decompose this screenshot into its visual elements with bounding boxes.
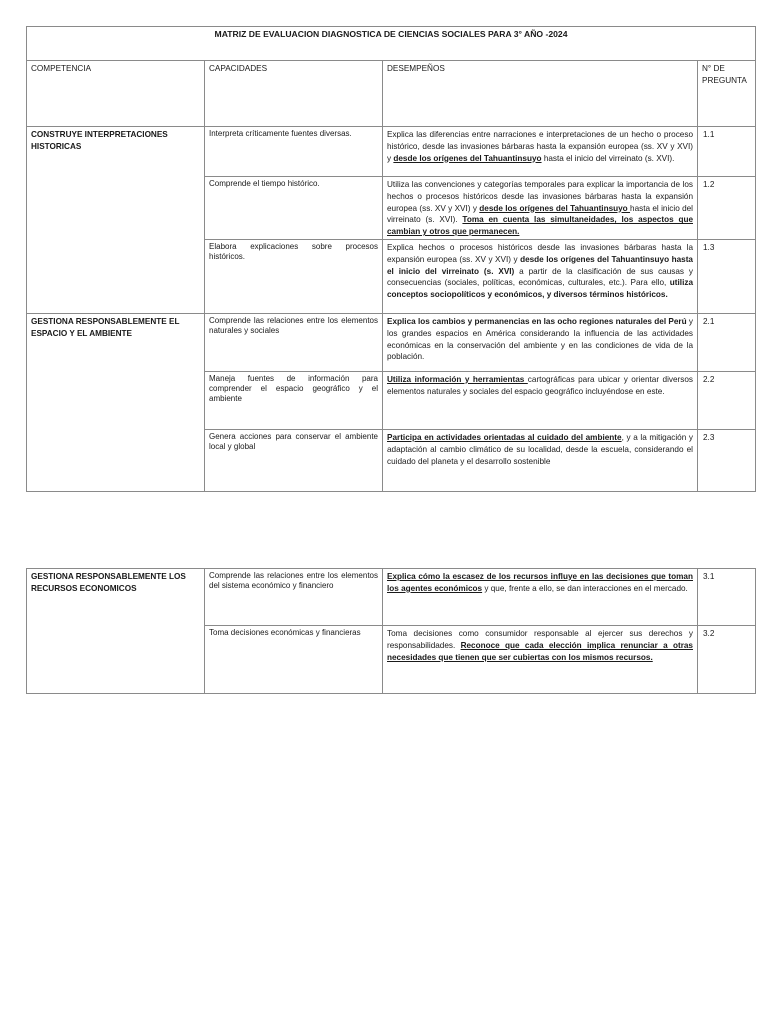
capacidad-cell: Genera acciones para conservar el ambiente local y global — [205, 429, 383, 491]
desempeno-text: Utiliza las convenciones y categorías temporales para explicar la importancia de los hechos o procesos históricos desde las invasiones bárbaras hasta la expansión europea (ss. XV y XVI) y — [387, 180, 693, 213]
desempeno-emphasis: Toma en cuenta las simultaneidades, los aspectos que cambian y otros que permanecen. — [387, 215, 693, 237]
table-row — [27, 569, 756, 626]
desempeno-text: Explica las diferencias entre narraciones e interpretaciones de un hecho o proceso histórico, desde las invasiones bárbaras hasta la expansión europea (ss. XV y XVI) y — [387, 130, 693, 163]
capacidad-cell: Toma decisiones económicas y financieras — [205, 626, 383, 694]
desempeno-cell — [383, 429, 698, 491]
desempeno-text: a partir de la clasificación de sus causas y consecuencias (sociales, políticas, económicas, culturales, etc.). Para ello, — [387, 266, 693, 288]
pregunta-number: 2.1 — [698, 313, 756, 371]
desempeno-emphasis: Participa en actividades orientadas al cuidado del ambiente — [387, 432, 622, 442]
capacidad-cell: Comprende las relaciones entre los elementos naturales y sociales — [205, 313, 383, 371]
desempeno-text: y que, frente a ello, se dan interacciones en el mercado. — [482, 583, 688, 593]
header-row — [27, 61, 756, 127]
evaluation-matrix-table — [26, 26, 756, 492]
pregunta-number: 2.2 — [698, 371, 756, 429]
header-desempenos: DESEMPEÑOS — [383, 61, 698, 127]
desempeno-text: hasta el inicio del virreinato (s. XVI). — [387, 203, 694, 225]
header-capacidades: CAPACIDADES — [205, 61, 383, 127]
desempeno-cell — [383, 569, 698, 626]
pregunta-number: 3.2 — [698, 626, 756, 694]
pregunta-number: 1.2 — [698, 177, 756, 240]
desempeno-emphasis: desde los orígenes del Tahuantinsuyo — [479, 203, 631, 213]
capacidad-cell: Comprende el tiempo histórico. — [205, 177, 383, 240]
document-title-cell — [27, 27, 756, 61]
desempeno-cell — [383, 239, 698, 313]
table-row — [27, 127, 756, 177]
desempeno-text: hasta el inicio del virreinato (s. XVI). — [541, 153, 675, 163]
capacidad-cell: Comprende las relaciones entre los elementos del sistema económico y financiero — [205, 569, 383, 626]
pregunta-number: 1.3 — [698, 239, 756, 313]
desempeno-emphasis: desde los orígenes del Tahuantinsuyo — [393, 153, 542, 163]
table-row — [27, 313, 756, 371]
desempeno-cell — [383, 313, 698, 371]
desempeno-emphasis: Explica cómo la escasez de los recursos influye en las decisiones que toman los agentes económicos — [387, 572, 693, 593]
competencia-cell: GESTIONA RESPONSABLEMENTE LOS RECURSOS ECONOMICOS — [27, 569, 205, 694]
desempeno-emphasis: Reconoce que cada elección implica renunciar a otras necesidades que tienen que ser cubiertas con los mismos recursos. — [387, 640, 693, 662]
header-pregunta: N° DE PREGUNTA — [698, 61, 756, 127]
capacidad-cell: Elabora explicaciones sobre procesos históricos. — [205, 239, 383, 313]
evaluation-matrix-table-continued — [26, 568, 756, 694]
capacidad-cell: Interpreta críticamente fuentes diversas. — [205, 127, 383, 177]
competencia-cell: GESTIONA RESPONSABLEMENTE EL ESPACIO Y EL AMBIENTE — [27, 313, 205, 491]
capacidad-cell: Maneja fuentes de información para comprender el espacio geográfico y el ambiente — [205, 371, 383, 429]
desempeno-cell — [383, 177, 698, 240]
pregunta-number: 1.1 — [698, 127, 756, 177]
header-competencia: COMPETENCIA — [27, 61, 205, 127]
pregunta-number: 2.3 — [698, 429, 756, 491]
desempeno-bold: desde los orígenes del Tahuantinsuyo hasta el inicio del virreinato (s. XVI) — [387, 254, 693, 276]
desempeno-emphasis: Utiliza información y herramientas — [387, 374, 528, 384]
title-row — [27, 27, 756, 61]
desempeno-text: Toma decisiones como consumidor responsable al ejercer sus derechos y responsabilidades. — [387, 629, 693, 650]
desempeno-cell — [383, 371, 698, 429]
document-title: MATRIZ DE EVALUACION DIAGNOSTICA DE CIENCIAS SOCIALES PARA 3° AÑO -2024 — [214, 29, 568, 39]
desempeno-text: cartográficas para ubicar y orientar diversos elementos naturales y sociales del espacio geográfico incluyéndose en este. — [387, 374, 693, 396]
desempeno-text: y los grandes espacios en América considerando la influencia de las actividades económicas en la conservación del ambiente y en las condiciones de vida de la población. — [387, 316, 693, 362]
pregunta-number: 3.1 — [698, 569, 756, 626]
desempeno-bold: utiliza conceptos sociopolíticos y económicos, y diversos términos históricos. — [387, 278, 693, 300]
desempeno-bold: Explica los cambios y permanencias en las ocho regiones naturales del Perú — [387, 316, 687, 326]
desempeno-cell — [383, 626, 698, 694]
desempeno-text: , y a la mitigación y adaptación al cambio climático de su localidad, desde la escuela, considerando el cuidado del planeta y el desarrollo sostenible — [387, 432, 693, 466]
competencia-cell: CONSTRUYE INTERPRETACIONES HISTORICAS — [27, 127, 205, 314]
desempeno-text: Explica hechos o procesos históricos desde las invasiones bárbaras hasta la expansión europea (ss. XV y XVI) y — [387, 242, 693, 264]
desempeno-cell — [383, 127, 698, 177]
